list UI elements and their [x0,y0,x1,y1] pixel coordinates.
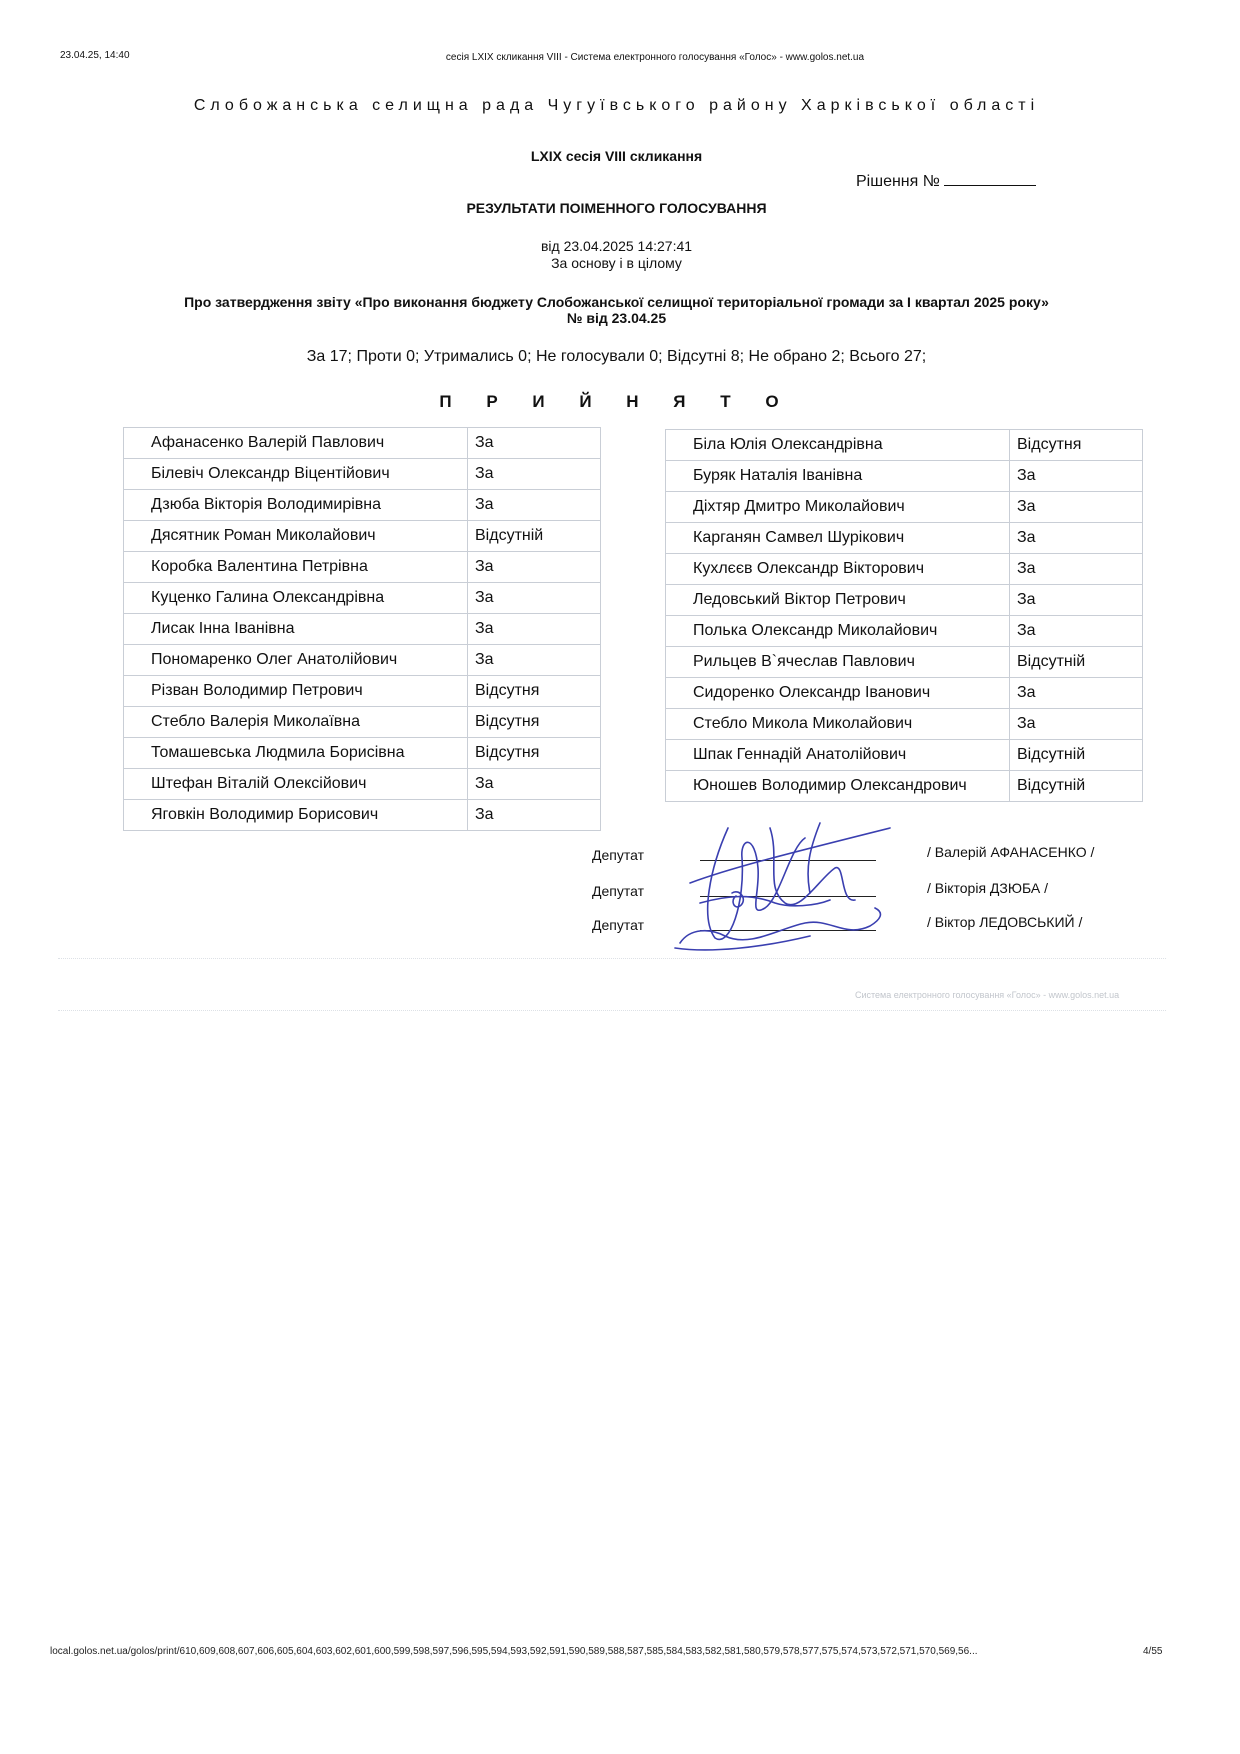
vote-row [124,521,601,552]
deputy-name: Коробка Валентина Петрівна [124,552,468,583]
vote-row [124,459,601,490]
system-footer: Система електронного голосування «Голос» - www.golos.net.ua [855,990,1120,1000]
deputy-name: Шпак Геннадій Анатолійович [666,740,1010,771]
signatory-label: Депутат [592,847,644,863]
footer-divider [58,958,1166,959]
deputy-name: Лисак Інна Іванівна [124,614,468,645]
vote-basis: За основу і в цілому [551,255,682,271]
deputy-name: Дзюба Вікторія Володимирівна [124,490,468,521]
deputy-vote: За [1010,709,1143,740]
signature-stroke [700,897,830,906]
deputy-vote: За [468,800,601,831]
deputy-vote: За [468,490,601,521]
deputy-name: Сидоренко Олександр Іванович [666,678,1010,709]
vote-row [124,490,601,521]
deputy-name: Полька Олександр Миколайович [666,616,1010,647]
vote-row [666,461,1143,492]
deputy-name: Штефан Віталій Олексійович [124,769,468,800]
deputy-vote: За [1010,678,1143,709]
deputy-vote: За [468,552,601,583]
vote-row [124,552,601,583]
vote-row [124,676,601,707]
deputy-vote: Відсутня [468,707,601,738]
deputy-name: Юношев Володимир Олександрович [666,771,1010,802]
subject-block [0,294,1233,326]
deputy-name: Томашевська Людмила Борисівна [124,738,468,769]
vote-row [666,740,1143,771]
signature-stroke [808,823,820,893]
deputy-name: Куценко Галина Олександрівна [124,583,468,614]
signatory-label: Депутат [592,917,644,933]
signatory-name: / Віктор ЛЕДОВСЬКИЙ / [927,914,1083,930]
vote-row [666,554,1143,585]
deputy-vote: За [468,769,601,800]
results-title: РЕЗУЛЬТАТИ ПОІМЕННОГО ГОЛОСУВАННЯ [466,200,767,216]
print-title: сесія LXIX скликання VIII - Система електронного голосування «Голос» - www.golos.net.ua [445,52,865,63]
deputy-name: Ледовський Віктор Петрович [666,585,1010,616]
vote-row [666,430,1143,461]
vote-tally: За 17; Проти 0; Утримались 0; Не голосували 0; Відсутні 8; Не обрано 2; Всього 27; [306,348,927,365]
signature-stroke [732,892,743,907]
deputy-name: Різван Володимир Петрович [124,676,468,707]
deputy-vote: За [1010,616,1143,647]
deputy-vote: За [1010,554,1143,585]
deputy-vote: За [1010,585,1143,616]
deputy-name: Карганян Самвел Шурікович [666,523,1010,554]
vote-row [124,769,601,800]
signature-stroke [690,828,890,883]
vote-row [666,523,1143,554]
signature-stroke [675,936,810,950]
print-datetime: 23.04.25, 14:40 [60,50,130,61]
deputy-name: Дясятник Роман Миколайович [124,521,468,552]
deputy-name: Стебло Валерія Миколаївна [124,707,468,738]
deputy-vote: Відсутній [1010,647,1143,678]
deputy-vote: За [468,645,601,676]
page-number: 4/55 [1143,1646,1163,1657]
vote-row [666,492,1143,523]
vote-datetime-block [0,238,1233,272]
deputy-name: Білевіч Олександр Віцентійович [124,459,468,490]
deputy-vote: За [1010,492,1143,523]
votes-table-left [123,427,601,831]
deputy-vote: За [1010,461,1143,492]
decision-blank [944,171,1036,186]
vote-row [124,645,601,676]
vote-row [666,616,1143,647]
handwritten-signatures [670,808,910,958]
signatory-name: / Валерій АФАНАСЕНКО / [927,844,1095,860]
decision-number [856,171,1036,191]
subject-number: № від 23.04.25 [566,310,667,326]
signatory-name: / Вікторія ДЗЮБА / [927,880,1048,896]
deputy-vote: За [468,459,601,490]
vote-row [666,647,1143,678]
vote-row [124,707,601,738]
deputy-vote: Відсутній [1010,771,1143,802]
deputy-name: Стебло Микола Миколайович [666,709,1010,740]
deputy-vote: Відсутній [468,521,601,552]
deputy-vote: За [1010,523,1143,554]
session-title: LXIX сесія VIII скликання [530,148,703,164]
vote-row [124,614,601,645]
votes-table-right [665,429,1143,802]
signatory-label: Депутат [592,883,644,899]
vote-row [666,678,1143,709]
vote-row [666,771,1143,802]
vote-datetime: від 23.04.2025 14:27:41 [540,238,693,254]
deputy-vote: Відсутній [1010,740,1143,771]
council-name: Слобожанська селищна рада Чугуївського району Харківської області [193,97,1040,114]
vote-row [124,428,601,459]
deputy-name: Рильцев В`ячеслав Павлович [666,647,1010,678]
deputy-vote: Відсутня [1010,430,1143,461]
vote-row [666,709,1143,740]
signature-stroke [708,828,805,939]
vote-row [666,585,1143,616]
deputy-name: Кухлєєв Олександр Вікторович [666,554,1010,585]
footer-divider [58,1010,1166,1011]
subject-title: Про затвердження звіту «Про виконання бюджету Слобожанської селищної територіальної громади за І квартал 2025 року» [184,294,1049,310]
vote-row [124,583,601,614]
deputy-name: Афанасенко Валерій Павлович [124,428,468,459]
deputy-vote: Відсутня [468,676,601,707]
deputy-vote: За [468,428,601,459]
vote-row [124,800,601,831]
deputy-vote: Відсутня [468,738,601,769]
deputy-name: Яговкін Володимир Борисович [124,800,468,831]
deputy-name: Буряк Наталія Іванівна [666,461,1010,492]
deputy-vote: За [468,614,601,645]
decision-label: Рішення № [856,173,940,190]
deputy-name: Біла Юлія Олександрівна [666,430,1010,461]
vote-row [124,738,601,769]
outcome-adopted: П Р И Й Н Я Т О [439,392,794,411]
print-url: local.golos.net.ua/golos/print/610,609,608,607,606,605,604,603,602,601,600,599,598,597,596,595,594,593,592,591,590,589,588,587,585,584,583,582,581,580,579,578,577,575,574,573,572,571,570,569,56... [50,1646,978,1657]
deputy-name: Пономаренко Олег Анатолійович [124,645,468,676]
deputy-name: Діхтяр Дмитро Миколайович [666,492,1010,523]
deputy-vote: За [468,583,601,614]
